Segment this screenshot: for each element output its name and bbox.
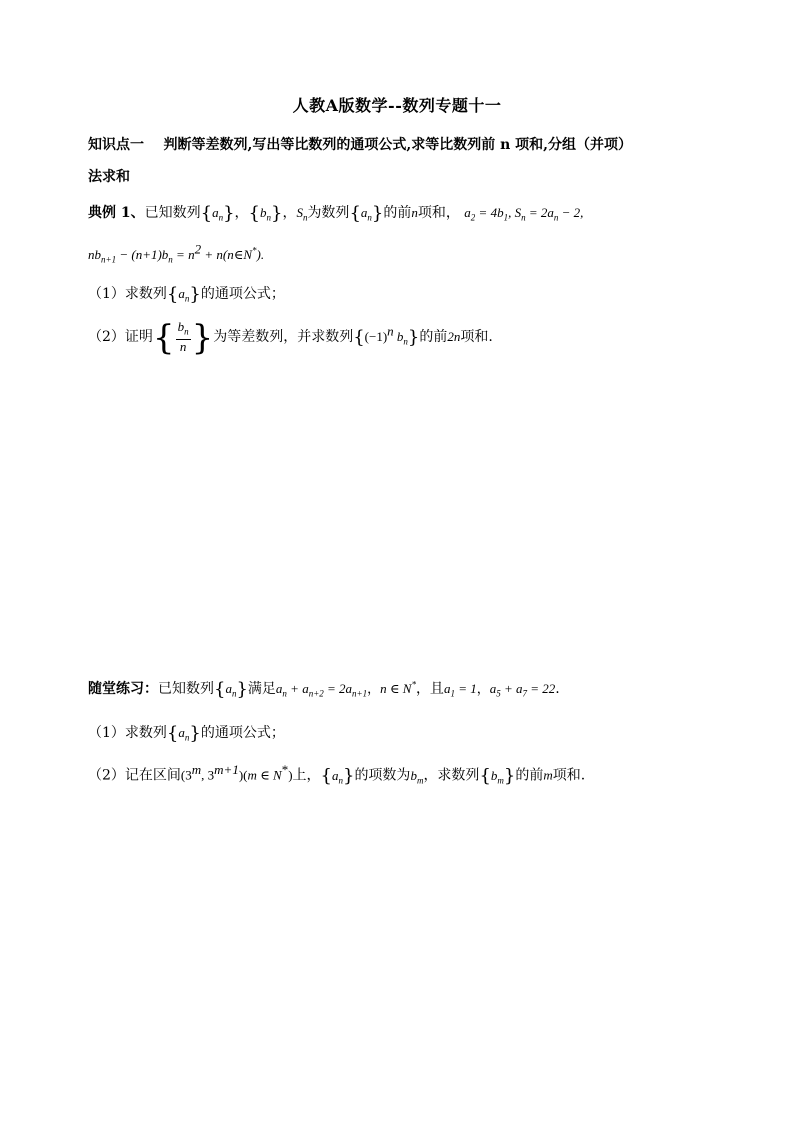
question-text: 的前 [419,329,448,345]
question-text: 的通项公式； [200,286,285,302]
practice-period: . [555,681,560,697]
page-title: 人教A版数学--数列专题十一 [292,96,502,115]
example1-sn-text: 为数列 [307,205,350,221]
question-number: （2） [88,767,125,784]
question-text: 的前 [515,767,544,784]
question-number: （2） [88,329,125,345]
question-text: 为等差数列，并求数列 [213,329,354,345]
practice-label: 随堂练习： [88,681,158,697]
practice-question-2: （2）记在区间(3$^m$, $3^{m+1})(m$ ∈ N*)上，$\{a_n\}$的项数为$b_m$，求数列$\{b_m\}$的前m项和. [88,762,586,787]
question-text: 求数列 [124,725,167,741]
example1-line-1: 典例 1、已知数列$\{a_n\}$，$\{b_n\}$，$S_n$为数列$\{a_n\}$的前n项和， $a_2 = 4b_1$, $S_n = 2a_n - 2$, [88,203,584,224]
example1-question-1: （1）求数列$\{a_n\}$的通项公式； [88,284,285,305]
example1-terms: 项和， [417,205,460,221]
question-text: 证明 [124,329,153,345]
question-text: 的通项公式； [200,725,285,741]
example1-question-2: （2）证明{ $\frac{b_n}{n}$ }为等差数列，并求数列{$(-1)^n$ $b_n$}的前2n项和. [88,318,493,358]
practice-question-1: （1）求数列$\{a_n\}$的通项公式； [88,723,285,744]
question-text: 的项数为 [354,767,411,784]
knowledge-point-text-cont: 法求和 [88,169,130,185]
example1-intro: 已知数列 [144,205,201,221]
practice-intro: 已知数列 [158,681,214,697]
question-text: 项和. [460,329,493,345]
example1-condition-1: $a_2 = 4b_1$, $S_n = 2a_n - 2$, [464,205,584,223]
knowledge-point-label: 知识点一 [88,137,144,153]
question-text: 项和. [552,767,586,784]
knowledge-point-text: 判断等差数列,写出等比数列的通项公式,求等比数列前 n 项和,分组（并项） [163,137,633,153]
knowledge-point-line [88,134,632,154]
separator-comma: ， [234,205,249,221]
fraction-bn-over-n: $\frac{b_n}{n}$ [177,319,189,354]
example1-label: 典例 1、 [88,205,145,221]
practice-condition: $a_n + a_{n+2} = 2a_{n+1}$ [275,681,368,699]
example1-condition-2: $nb_{n+1} - (n+1)b_n = n^2$ + n(n∈N*). [88,242,265,265]
question-text: 上， [292,767,321,784]
practice-satisfy: 满足 [247,681,276,697]
example1-line-2 [88,242,264,265]
practice-line-1: 随堂练习：已知数列$\{a_n\}$满足$a_n + a_{n+2} = 2a_{n+1}$，n ∈ N*，且$a_1 = 1$，$a_5 + a_7 = 22$. [88,679,560,700]
question-number: （1） [88,725,125,741]
question-text: 求数列 [124,286,167,302]
question-text: ，求数列 [423,767,480,784]
example1-front: 的前 [383,205,412,221]
separator-comma: ， [282,205,297,221]
knowledge-point-line-2 [88,166,130,186]
practice-and: ，且 [415,681,444,697]
question-text: 记在区间 [124,767,181,784]
question-number: （1） [88,286,125,302]
